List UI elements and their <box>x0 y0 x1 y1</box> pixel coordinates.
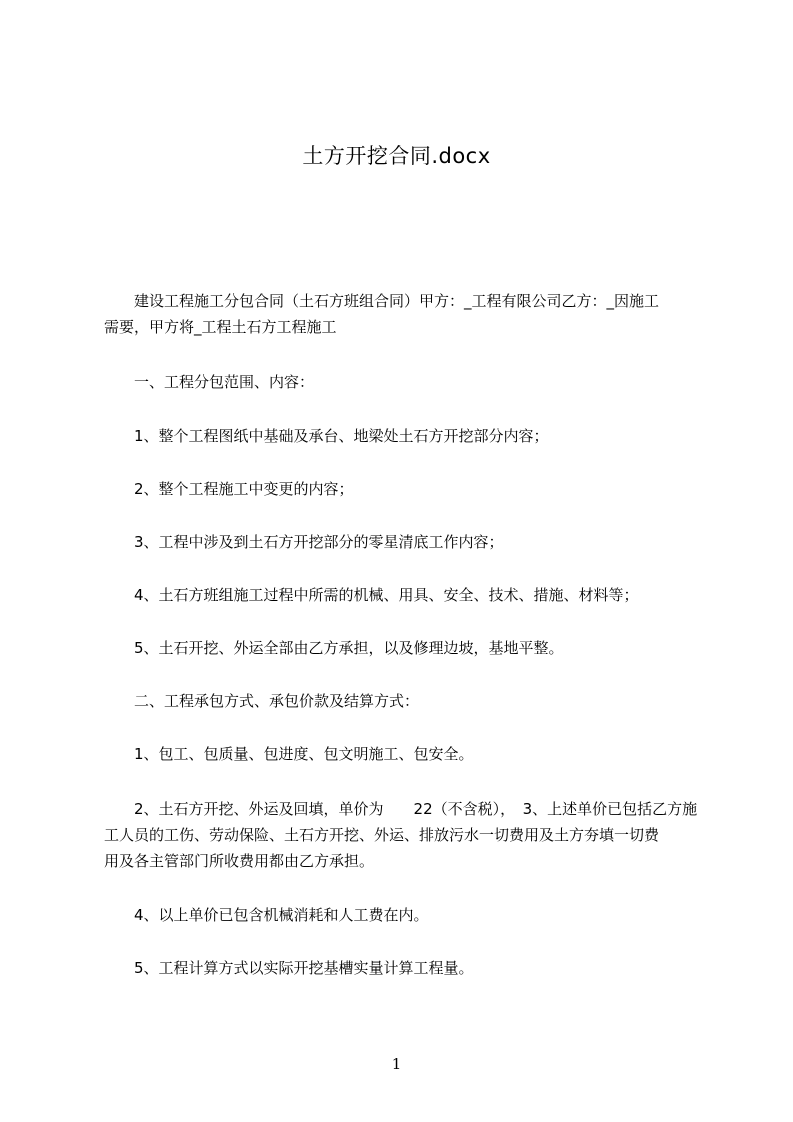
list-item-scope-5 <box>104 635 704 661</box>
paragraph-line: 2、整个工程施工中变更的内容； <box>104 480 354 498</box>
paragraph-intro <box>104 288 704 340</box>
paragraph-line: 1、整个工程图纸中基础及承台、地梁处土石方开挖部分内容； <box>104 427 549 445</box>
list-item-scope-4 <box>104 582 704 608</box>
page-number: 1 <box>391 1055 402 1073</box>
paragraph-line: 2、土石方开挖、外运及回填，单价为 22（不含税）， 3、上述单价已包括乙方施 <box>104 800 698 818</box>
document-title: 土方开挖合同.docx <box>302 144 491 168</box>
section-heading-scope <box>104 369 704 395</box>
paragraph-line: 用及各主管部门所收费用都由乙方承担。 <box>104 852 375 870</box>
paragraph-line: 4、以上单价已包含机械消耗和人工费在内。 <box>104 906 429 924</box>
paragraph-line: 1、包工、包质量、包进度、包文明施工、包安全。 <box>104 745 474 763</box>
paragraph-line: 4、土石方班组施工过程中所需的机械、用具、安全、技术、措施、材料等； <box>104 586 639 604</box>
list-item-scope-1 <box>104 423 704 449</box>
list-item-payment-2 <box>104 796 704 874</box>
paragraph-line: 5、土石开挖、外运全部由乙方承担，以及修理边坡，基地平整。 <box>104 639 564 657</box>
list-item-scope-2 <box>104 476 704 502</box>
section-heading-payment <box>104 688 704 714</box>
list-item-payment-5 <box>104 955 704 981</box>
paragraph-line: 二、工程承包方式、承包价款及结算方式： <box>104 692 420 710</box>
paragraph-line: 一、工程分包范围、内容： <box>104 373 315 391</box>
paragraph-line: 建设工程施工分包合同（土石方班组合同）甲方：_工程有限公司乙方：_因施工 <box>104 292 660 310</box>
paragraph-line: 工人员的工伤、劳动保险、土石方开挖、外运、排放污水一切费用及土方夯填一切费 <box>104 826 660 844</box>
list-item-scope-3 <box>104 529 704 555</box>
list-item-payment-1 <box>104 741 704 767</box>
paragraph-line: 需要，甲方将_工程土石方工程施工 <box>104 318 337 336</box>
paragraph-line: 5、工程计算方式以实际开挖基槽实量计算工程量。 <box>104 959 474 977</box>
paragraph-line: 3、工程中涉及到土石方开挖部分的零星清底工作内容； <box>104 533 504 551</box>
list-item-payment-4 <box>104 902 704 928</box>
